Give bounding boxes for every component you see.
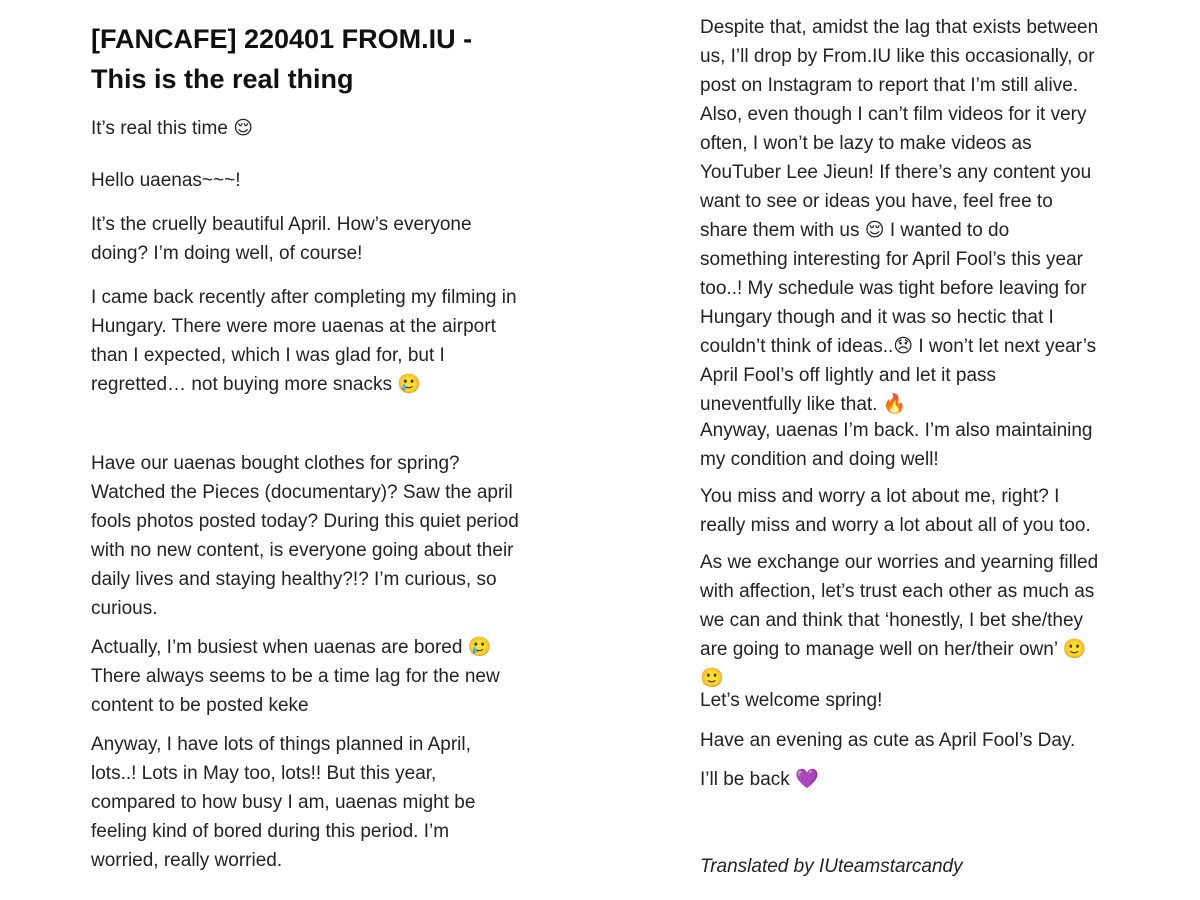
exchange-paragraph: As we exchange our worries and yearning filled with affection, let’s trust each other as much as we can and think that ‘honestly, I bet she/they are going to manage well on her/their own’ 🙂 🙂 bbox=[700, 552, 1099, 689]
be-back-paragraph: I’ll be back 💜 bbox=[700, 769, 819, 790]
welcome-spring-paragraph: Let’s welcome spring! bbox=[700, 690, 883, 711]
translation-credit: Translated by IUteamstarcandy bbox=[700, 856, 963, 877]
back-paragraph: Anyway, uaenas I’m back. I’m also maintaining my condition and doing well! bbox=[700, 420, 1093, 470]
busy-paragraph: Actually, I’m busiest when uaenas are bored 🥲 There always seems to be a time lag for the new content to be posted keke bbox=[91, 637, 500, 716]
april-paragraph: It’s the cruelly beautiful April. How’s everyone doing? I’m doing well, of course! bbox=[91, 214, 472, 264]
intro-paragraph: It’s real this time 😌 bbox=[91, 118, 254, 139]
hungary-paragraph: I came back recently after completing my filming in Hungary. There were more uaenas at the airport than I expected, which I was glad for, but I regretted… not buying more snacks 🥲 bbox=[91, 287, 517, 395]
spring-paragraph: Have our uaenas bought clothes for spring? Watched the Pieces (documentary)? Saw the april fools photos posted today? During this quiet period with no new content, is everyone going about their daily lives and staying healthy?!? I’m curious, so curious. bbox=[91, 453, 519, 619]
miss-paragraph: You miss and worry a lot about me, right? I really miss and worry a lot about all of you too. bbox=[700, 486, 1091, 536]
plans-paragraph: Anyway, I have lots of things planned in April, lots..! Lots in May too, lots!! But this year, compared to how busy I am, uaenas might be feeling kind of bored during this period. I’m worried, really worried. bbox=[91, 734, 476, 871]
evening-paragraph: Have an evening as cute as April Fool’s Day. bbox=[700, 730, 1076, 751]
greeting-paragraph: Hello uaenas~~~! bbox=[91, 170, 241, 191]
post-title: [FANCAFE] 220401 FROM.IU - This is the real thing bbox=[91, 24, 473, 94]
lag-paragraph: Despite that, amidst the lag that exists between us, I’ll drop by From.IU like this occasionally, or post on Instagram to report that I’m still alive. Also, even though I can’t film videos for it very often, I won’t be lazy to make videos as YouTuber Lee Jieun! If there’s any content you want to see or ideas you have, feel free to share them with us 😌 I wanted to do something interesting for April Fool’s this year too..! My schedule was tight before leaving for Hungary though and it was so hectic that I couldn’t think of ideas..😞 I won’t let next year’s April Fool’s off lightly and let it pass uneventfully like that. 🔥 bbox=[700, 17, 1099, 415]
